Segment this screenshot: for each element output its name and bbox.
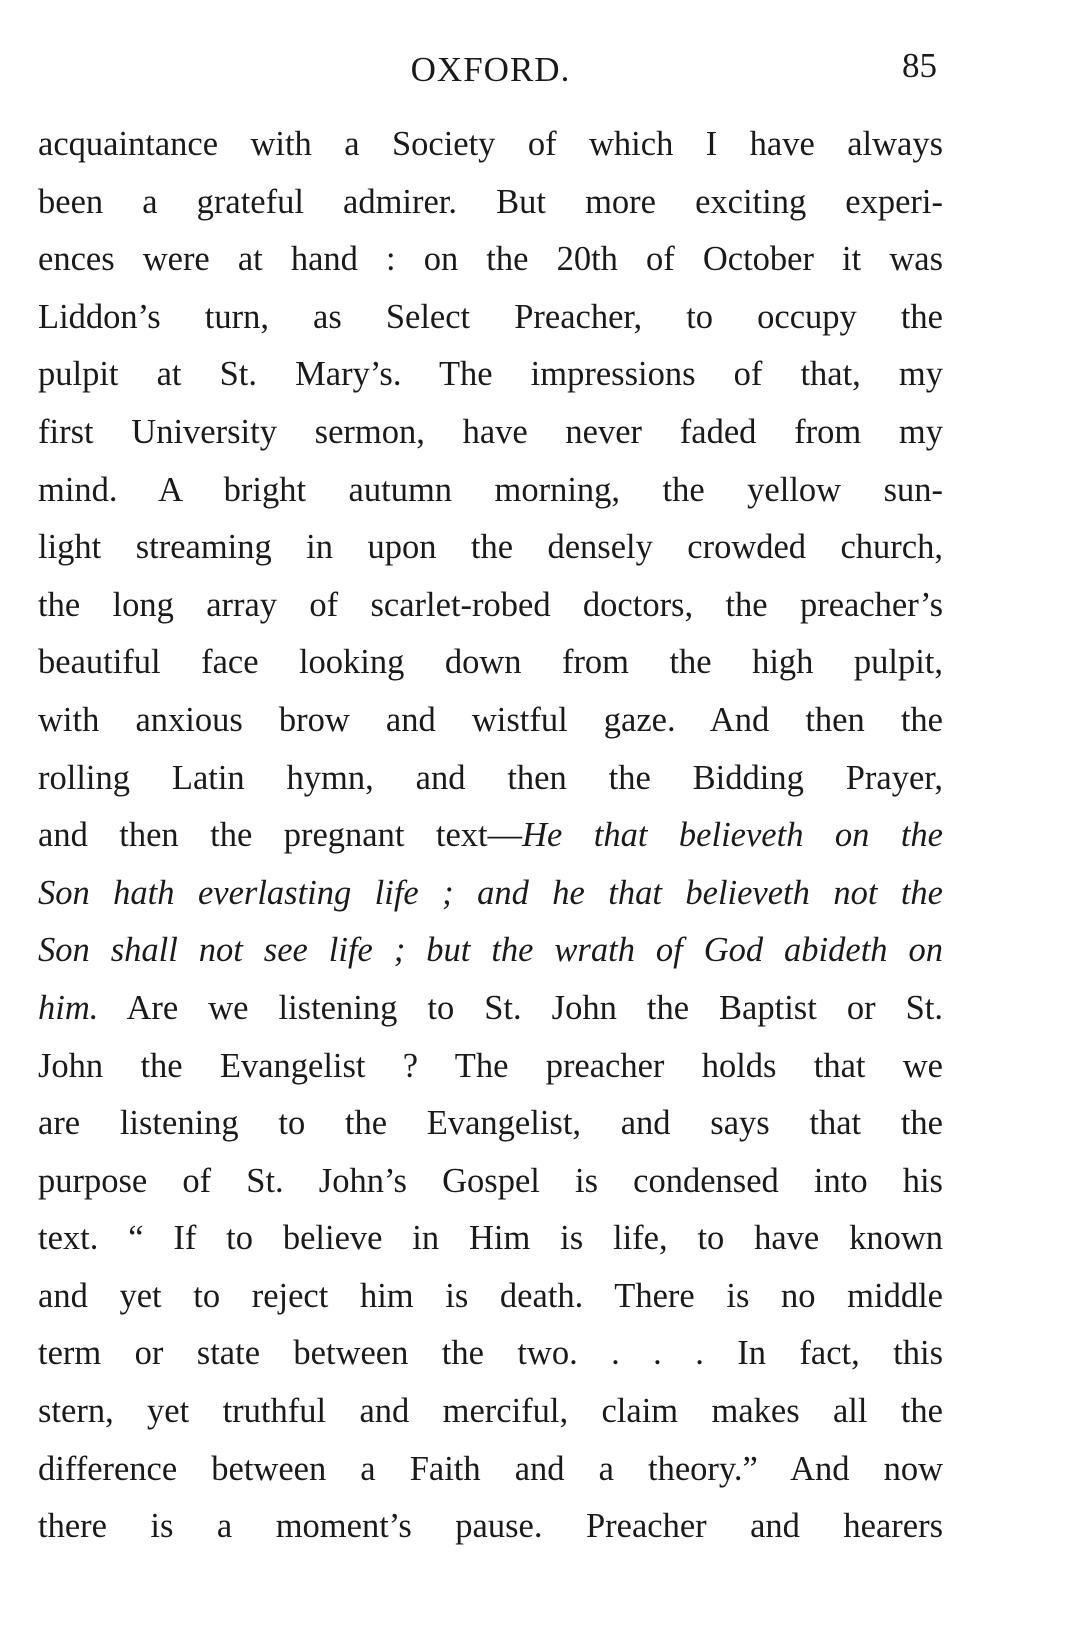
- text-line: [38, 1268, 943, 1326]
- text-run: John the Evangelist ? The preacher holds that we: [38, 1046, 943, 1085]
- text-run: stern, yet truthful and merciful, claim makes all the: [38, 1392, 943, 1431]
- text-run: purpose of St. John’s Gospel is condensed into his: [38, 1161, 943, 1200]
- text-run: first University sermon, have never faded from my: [38, 412, 943, 451]
- text-run: Liddon’s turn, as Select Preacher, to occupy the: [38, 297, 943, 336]
- running-head: [38, 46, 943, 100]
- text-line: [38, 519, 943, 577]
- text-line: [38, 980, 943, 1038]
- text-line: [38, 865, 943, 923]
- text-run: and yet to reject him is death. There is no middle: [38, 1276, 943, 1315]
- text-line: [38, 692, 943, 750]
- text-line: [38, 577, 943, 635]
- text-run: ences were at hand : on the 20th of October it was: [38, 240, 943, 279]
- text-run: beautiful face looking down from the high pulpit,: [38, 643, 943, 682]
- text-run: with anxious brow and wistful gaze. And then the: [38, 700, 943, 739]
- body-text: [38, 116, 943, 1556]
- text-line: [38, 750, 943, 808]
- italic-text-run: him.: [38, 988, 99, 1027]
- text-line: [38, 1210, 943, 1268]
- text-run: term or state between the two. . . . In fact, this: [38, 1334, 943, 1373]
- text-line: [38, 404, 943, 462]
- text-line: [38, 634, 943, 692]
- text-run: there is a moment’s pause. Preacher and hearers: [38, 1507, 943, 1546]
- text-line: [38, 289, 943, 347]
- text-run: rolling Latin hymn, and then the Bidding Prayer,: [38, 758, 943, 797]
- text-line: [38, 1325, 943, 1383]
- text-line: [38, 116, 943, 174]
- text-line: [38, 174, 943, 232]
- text-line: [38, 1498, 943, 1556]
- text-run: Are we listening to St. John the Baptist or St.: [98, 988, 943, 1027]
- italic-text-run: Son shall not see life ; but the wrath of God abideth on: [38, 931, 943, 970]
- italic-text-run: He that believeth on the: [522, 816, 943, 855]
- text-line: [38, 1038, 943, 1096]
- running-title: OXFORD.: [410, 50, 571, 89]
- text-line: [38, 346, 943, 404]
- text-line: [38, 462, 943, 520]
- text-run: are listening to the Evangelist, and says that the: [38, 1104, 943, 1143]
- text-run: pulpit at St. Mary’s. The impressions of that, my: [38, 355, 943, 394]
- text-run: light streaming in upon the densely crowded church,: [38, 528, 943, 567]
- text-line: [38, 1095, 943, 1153]
- text-line: [38, 807, 943, 865]
- text-run: been a grateful admirer. But more exciting experi-: [38, 182, 943, 221]
- text-line: [38, 922, 943, 980]
- text-line: [38, 1441, 943, 1499]
- text-line: [38, 1383, 943, 1441]
- italic-text-run: Son hath everlasting life ; and he that believeth not the: [38, 873, 943, 912]
- text-run: acquaintance with a Society of which I have always: [38, 125, 943, 163]
- page-number: 85: [902, 46, 937, 85]
- text-run: difference between a Faith and a theory.” And now: [38, 1449, 943, 1488]
- text-run: text. “ If to believe in Him is life, to have known: [38, 1219, 943, 1258]
- text-run: and then the pregnant text—: [38, 816, 523, 855]
- text-line: [38, 1153, 943, 1211]
- text-run: mind. A bright autumn morning, the yellow sun-: [38, 470, 943, 509]
- text-line: [38, 231, 943, 289]
- text-run: the long array of scarlet-robed doctors, the preacher’s: [38, 585, 943, 624]
